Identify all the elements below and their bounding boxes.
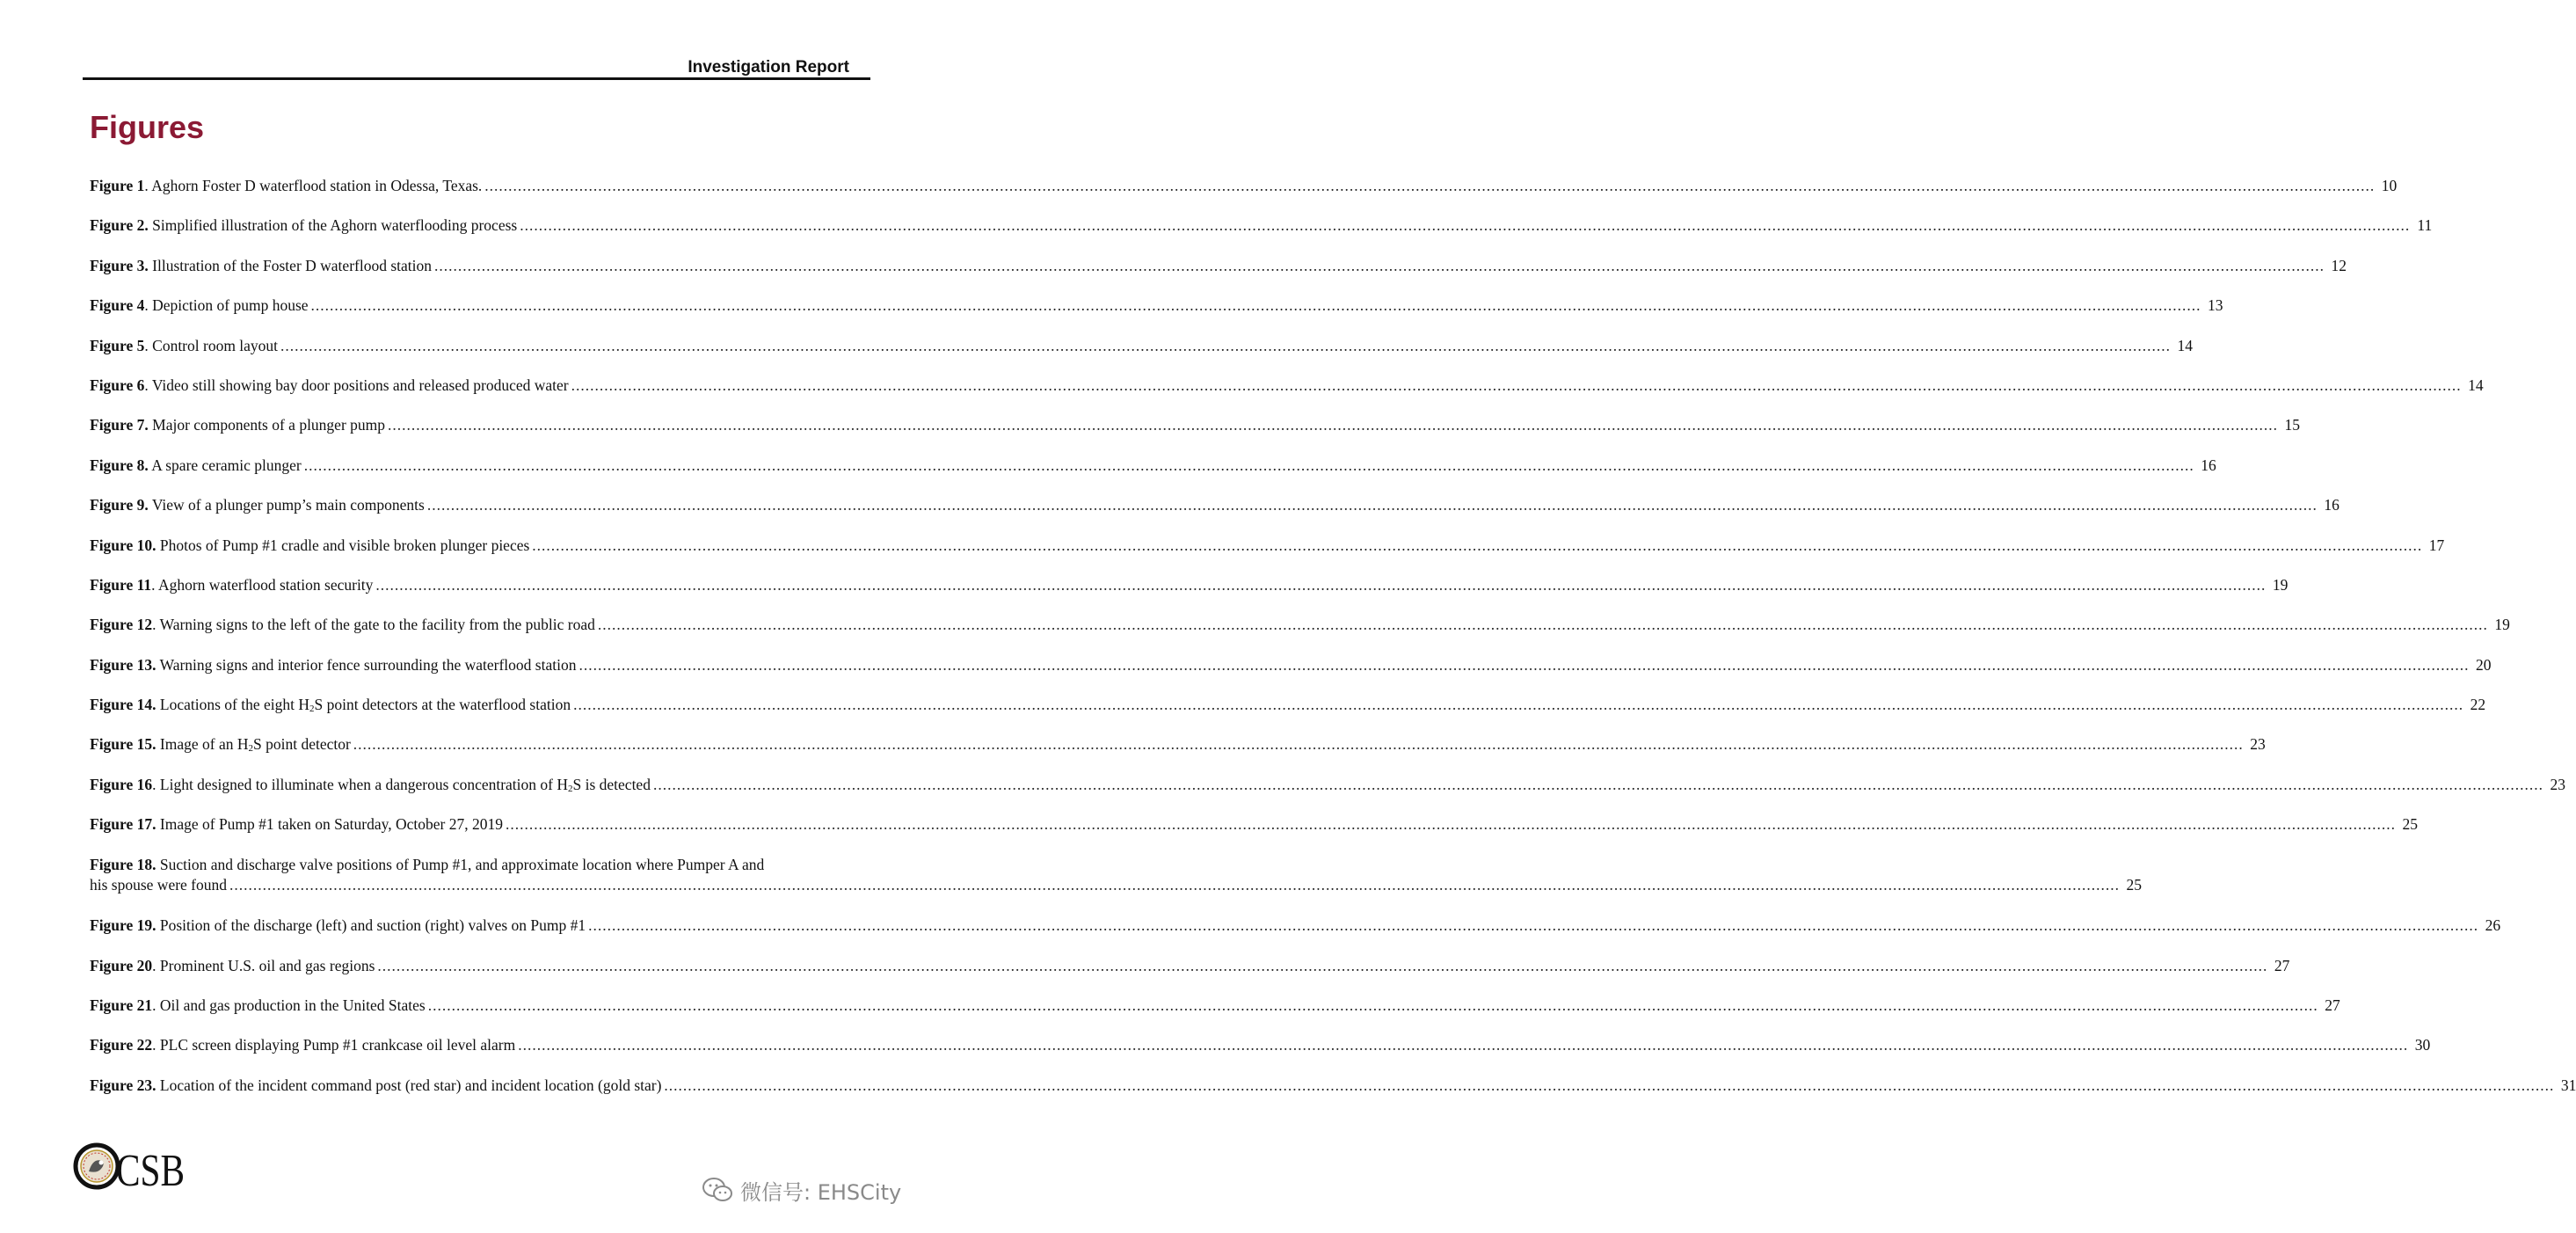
toc-entry[interactable] xyxy=(90,615,2510,635)
page-title: Figures xyxy=(90,109,205,145)
entry-label: Figure 20 xyxy=(90,957,153,974)
entry-text xyxy=(90,695,571,715)
entry-title: Suction and discharge valve positions of Pump #1, and approximate location where Pumper A and xyxy=(159,856,765,873)
dot-leader: ................................................................................................................................................................................................................................................................................................................................................................................................................ xyxy=(588,916,2479,934)
entry-line xyxy=(90,256,2347,276)
toc-entry[interactable] xyxy=(90,536,2445,556)
entry-title: Video still showing bay door positions and released produced water xyxy=(151,376,569,394)
entry-label: Figure 13. xyxy=(90,656,156,674)
entry-title: Warning signs to the left of the gate to the facility from the public road xyxy=(159,616,595,633)
dot-leader: ................................................................................................................................................................................................................................................................................................................................................................................................................ xyxy=(532,536,2423,554)
entry-title: Image of Pump #1 taken on Saturday, October 27, 2019 xyxy=(159,815,503,833)
entry-text xyxy=(90,415,385,435)
entry-line xyxy=(90,655,2492,675)
dot-leader: ................................................................................................................................................................................................................................................................................................................................................................................................................ xyxy=(664,1076,2555,1094)
page-number: 20 xyxy=(2475,656,2492,674)
dot-leader: ................................................................................................................................................................................................................................................................................................................................................................................................................ xyxy=(579,656,2470,674)
page-number: 13 xyxy=(2208,296,2223,314)
entry-line xyxy=(90,996,2340,1016)
page-number: 26 xyxy=(2485,916,2501,934)
entry-line xyxy=(90,956,2290,976)
header-rule xyxy=(83,77,870,80)
toc-entry[interactable] xyxy=(90,295,2223,316)
entry-label: Figure 14. xyxy=(90,696,156,713)
dot-leader: ................................................................................................................................................................................................................................................................................................................................................................................................................ xyxy=(571,376,2462,394)
entry-title-continued: his spouse were found xyxy=(90,876,228,894)
entry-title: A spare ceramic plunger xyxy=(151,456,302,474)
entry-label: Figure 8. xyxy=(90,456,149,474)
entry-separator: . xyxy=(152,996,160,1014)
entry-label: Figure 10. xyxy=(90,536,156,554)
entry-title: Locations of the eight H xyxy=(159,696,309,713)
dot-leader: ................................................................................................................................................................................................................................................................................................................................................................................................................ xyxy=(520,216,2411,234)
page-number: 19 xyxy=(2494,616,2510,633)
entry-label: Figure 12 xyxy=(90,616,153,633)
entry-title-subscript: 2 xyxy=(568,784,573,794)
entry-line xyxy=(90,1076,2576,1096)
entry-separator: . xyxy=(144,177,152,194)
page-number: 25 xyxy=(2402,815,2418,833)
page-number: 27 xyxy=(2274,957,2290,974)
dot-leader: ................................................................................................................................................................................................................................................................................................................................................................................................................ xyxy=(484,177,2376,194)
entry-line xyxy=(90,336,2194,356)
entry-title: View of a plunger pump’s main components xyxy=(151,496,425,514)
entry-text xyxy=(90,734,351,755)
page-number: 11 xyxy=(2417,216,2433,234)
csb-logo-text: CSB xyxy=(116,1146,185,1196)
toc-entry[interactable] xyxy=(90,734,2266,755)
toc-entry[interactable] xyxy=(90,336,2194,356)
entry-title: Photos of Pump #1 cradle and visible broken plunger pieces xyxy=(159,536,530,554)
page-number: 12 xyxy=(2331,257,2347,274)
toc-entry[interactable] xyxy=(90,814,2418,835)
toc-entry[interactable] xyxy=(90,655,2492,675)
toc-entry[interactable] xyxy=(90,575,2289,595)
entry-title: Position of the discharge (left) and suction (right) valves on Pump #1 xyxy=(159,916,586,934)
toc-entry[interactable] xyxy=(90,495,2340,515)
page-number: 17 xyxy=(2428,536,2445,554)
page-number: 23 xyxy=(2250,735,2266,753)
page-number: 27 xyxy=(2325,996,2340,1014)
entry-title-subscript: 2 xyxy=(309,704,315,714)
entry-title: PLC screen displaying Pump #1 crankcase oil level alarm xyxy=(159,1036,516,1054)
page-number: 19 xyxy=(2272,576,2289,594)
csb-logo xyxy=(74,1140,186,1196)
entry-line xyxy=(90,456,2216,476)
entry-line xyxy=(90,615,2510,635)
entry-text xyxy=(90,336,278,356)
entry-label: Figure 22 xyxy=(90,1036,153,1054)
page-number: 16 xyxy=(2201,456,2216,474)
entry-line xyxy=(90,295,2223,316)
entry-title-rest: S point detectors at the waterflood station xyxy=(314,696,571,713)
entry-label: Figure 9. xyxy=(90,496,149,514)
entry-label: Figure 6 xyxy=(90,376,145,394)
entry-line xyxy=(90,575,2289,595)
toc-entry[interactable] xyxy=(90,1035,2431,1055)
dot-leader: ................................................................................................................................................................................................................................................................................................................................................................................................................ xyxy=(652,776,2543,793)
entry-text xyxy=(90,295,309,316)
entry-text xyxy=(90,996,426,1016)
entry-line xyxy=(90,734,2266,755)
entry-line xyxy=(90,495,2340,515)
entry-text xyxy=(90,376,569,396)
dot-leader: ................................................................................................................................................................................................................................................................................................................................................................................................................ xyxy=(280,337,2172,354)
dot-leader: ................................................................................................................................................................................................................................................................................................................................................................................................................ xyxy=(427,996,2318,1014)
entry-title: Major components of a plunger pump xyxy=(152,416,386,434)
entry-title: Warning signs and interior fence surrounding the waterflood station xyxy=(159,656,577,674)
dot-leader: ................................................................................................................................................................................................................................................................................................................................................................................................................ xyxy=(377,957,2268,974)
entry-text xyxy=(90,256,432,276)
page-number: 10 xyxy=(2381,177,2398,194)
entry-title: Simplified illustration of the Aghorn waterflooding process xyxy=(152,216,518,234)
entry-separator: . xyxy=(144,337,153,354)
entry-line xyxy=(90,1035,2431,1055)
entry-text xyxy=(90,456,302,476)
page-number: 14 xyxy=(2468,376,2484,394)
toc-entry[interactable] xyxy=(90,956,2290,976)
entry-separator: . xyxy=(152,1036,160,1054)
toc-entry[interactable] xyxy=(90,916,2501,936)
toc-entry[interactable] xyxy=(90,456,2216,476)
entry-text xyxy=(90,1035,515,1055)
entry-text xyxy=(90,215,517,236)
entry-line xyxy=(90,875,2143,895)
toc-entry[interactable] xyxy=(90,376,2484,396)
entry-label: Figure 18. xyxy=(90,856,156,873)
entry-label: Figure 16 xyxy=(90,776,153,793)
entry-label: Figure 2. xyxy=(90,216,149,234)
entry-label: Figure 3. xyxy=(90,257,149,274)
entry-line xyxy=(90,916,2501,936)
entry-title: Aghorn Foster D waterflood station in Odessa, Texas. xyxy=(151,177,483,194)
entry-title: Aghorn waterflood station security xyxy=(157,576,374,594)
entry-label: Figure 4 xyxy=(90,296,145,314)
toc-entry[interactable] xyxy=(90,215,2433,236)
entry-line xyxy=(90,376,2484,396)
dot-leader: ................................................................................................................................................................................................................................................................................................................................................................................................................ xyxy=(597,616,2488,633)
entry-text xyxy=(90,916,586,936)
page-number: 25 xyxy=(2126,876,2143,894)
entry-label: Figure 11 xyxy=(90,576,152,594)
entry-label: Figure 15. xyxy=(90,735,156,753)
entry-text xyxy=(90,176,482,196)
entry-title-rest: S is detected xyxy=(572,776,651,793)
dot-leader: ................................................................................................................................................................................................................................................................................................................................................................................................................ xyxy=(375,576,2267,594)
page-number: 22 xyxy=(2470,696,2486,713)
dot-leader: ................................................................................................................................................................................................................................................................................................................................................................................................................ xyxy=(434,257,2325,274)
entry-text xyxy=(90,1076,661,1096)
entry-label: Figure 5 xyxy=(90,337,145,354)
entry-label: Figure 1 xyxy=(90,177,145,194)
toc-entry[interactable] xyxy=(90,256,2347,276)
toc-entry[interactable] xyxy=(90,1076,2576,1096)
entry-separator: . xyxy=(151,576,158,594)
entry-line xyxy=(90,415,2301,435)
entry-label: Figure 17. xyxy=(90,815,156,833)
header-title: Investigation Report xyxy=(688,58,849,77)
csb-seal-icon xyxy=(76,1145,118,1187)
entry-title: Depiction of pump house xyxy=(152,296,309,314)
entry-title: Prominent U.S. oil and gas regions xyxy=(159,957,375,974)
entry-line xyxy=(90,814,2418,835)
entry-first-line xyxy=(90,855,860,875)
entry-text xyxy=(90,655,576,675)
entry-title: Control room layout xyxy=(152,337,279,354)
entry-line xyxy=(90,215,2433,236)
entry-title: Image of an H xyxy=(159,735,249,753)
entry-separator: . xyxy=(152,616,160,633)
entry-title: Oil and gas production in the United States xyxy=(159,996,426,1014)
entry-separator: . xyxy=(144,376,152,394)
entry-title: Illustration of the Foster D waterflood station xyxy=(152,257,432,274)
entry-text xyxy=(90,536,529,556)
entry-label: Figure 7. xyxy=(90,416,149,434)
wechat-icon xyxy=(702,1177,733,1203)
entry-line xyxy=(90,695,2486,715)
toc-entry[interactable] xyxy=(90,415,2301,435)
toc-entry[interactable] xyxy=(90,695,2486,715)
dot-leader: ................................................................................................................................................................................................................................................................................................................................................................................................................ xyxy=(229,876,2121,894)
toc-entry[interactable] xyxy=(90,775,2565,795)
entry-label: Figure 23. xyxy=(90,1076,156,1094)
watermark xyxy=(702,1175,901,1205)
watermark-text: 微信号: EHSCity xyxy=(740,1179,902,1205)
dot-leader: ................................................................................................................................................................................................................................................................................................................................................................................................................ xyxy=(426,496,2318,514)
entry-label: Figure 19. xyxy=(90,916,156,934)
entry-text xyxy=(90,615,595,635)
entry-title-subscript: 2 xyxy=(248,743,253,754)
dot-leader: ................................................................................................................................................................................................................................................................................................................................................................................................................ xyxy=(506,815,2396,833)
entry-separator: . xyxy=(152,957,160,974)
page-number: 30 xyxy=(2414,1036,2431,1054)
entry-text xyxy=(90,575,373,595)
entry-text xyxy=(90,775,651,795)
page-number: 23 xyxy=(2550,776,2565,793)
page-number: 14 xyxy=(2177,337,2194,354)
entry-label: Figure 21 xyxy=(90,996,153,1014)
entry-separator: . xyxy=(144,296,153,314)
toc-entry[interactable] xyxy=(90,855,2143,895)
dot-leader: ................................................................................................................................................................................................................................................................................................................................................................................................................ xyxy=(303,456,2194,474)
toc-entry[interactable] xyxy=(90,996,2340,1016)
entry-title-rest: S point detector xyxy=(252,735,351,753)
entry-title: Location of the incident command post (red star) and incident location (gold star) xyxy=(159,1076,662,1094)
dot-leader: ................................................................................................................................................................................................................................................................................................................................................................................................................ xyxy=(518,1036,2409,1054)
entry-title: Light designed to illuminate when a dangerous concentration of H xyxy=(159,776,568,793)
entry-line xyxy=(90,176,2398,196)
entry-line xyxy=(90,536,2445,556)
dot-leader: ................................................................................................................................................................................................................................................................................................................................................................................................................ xyxy=(353,735,2244,753)
entry-text xyxy=(90,814,503,835)
dot-leader: ................................................................................................................................................................................................................................................................................................................................................................................................................ xyxy=(310,296,2201,314)
entry-text xyxy=(90,495,425,515)
entry-text xyxy=(90,956,375,976)
entry-line xyxy=(90,775,2565,795)
page-number: 15 xyxy=(2284,416,2301,434)
page-number: 31 xyxy=(2560,1076,2576,1094)
entry-separator: . xyxy=(152,776,160,793)
toc-entry[interactable] xyxy=(90,176,2398,196)
dot-leader: ................................................................................................................................................................................................................................................................................................................................................................................................................ xyxy=(573,696,2464,713)
dot-leader: ................................................................................................................................................................................................................................................................................................................................................................................................................ xyxy=(388,416,2279,434)
page-number: 16 xyxy=(2324,496,2340,514)
